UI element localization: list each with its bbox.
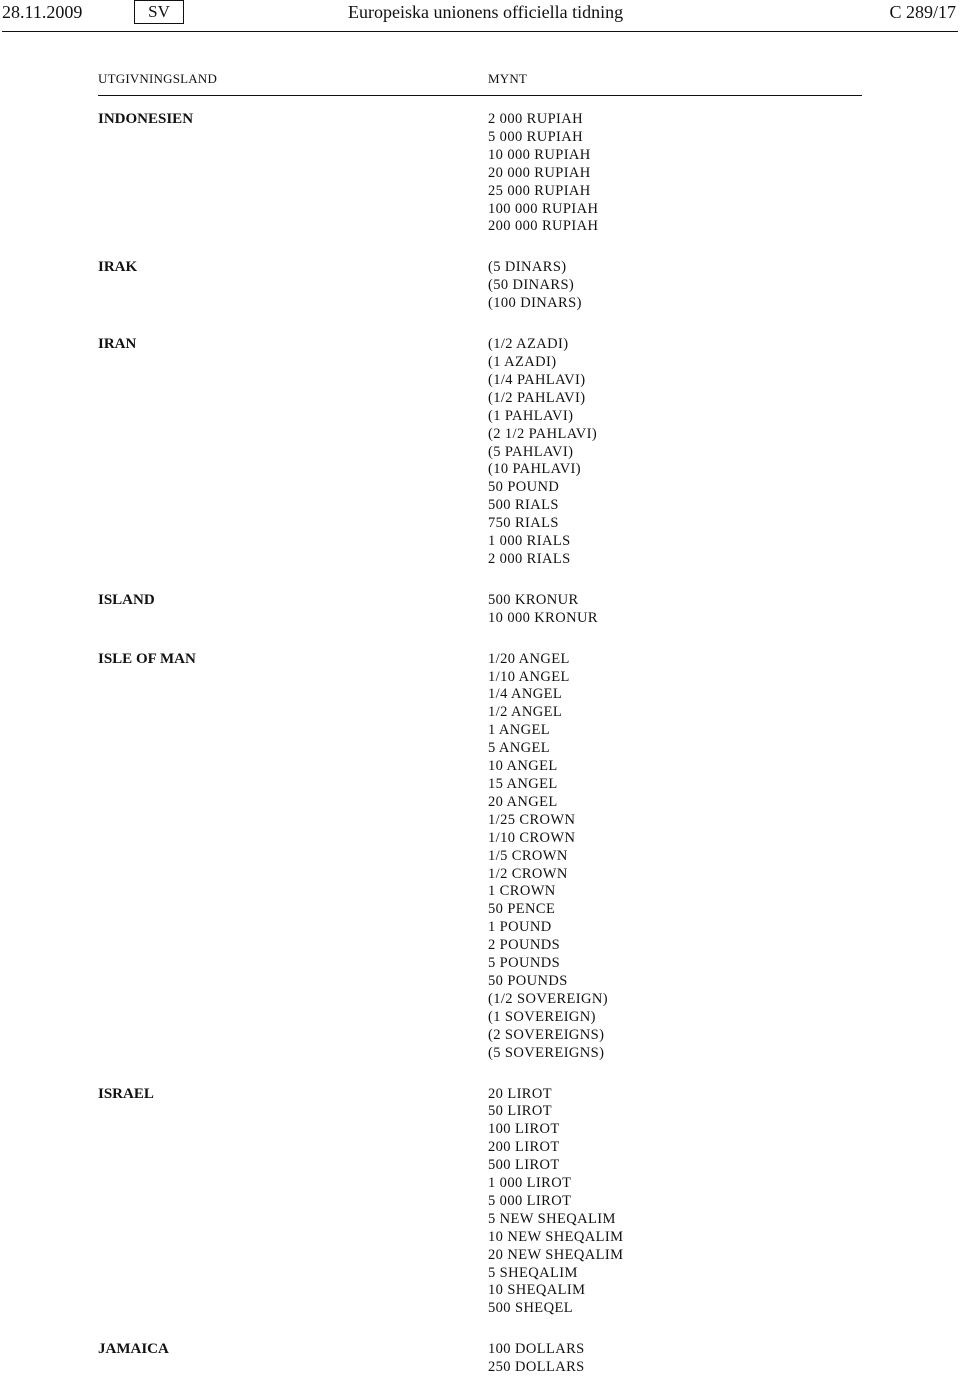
coin-item: 5 POUNDS xyxy=(488,955,561,972)
coin-item: 1 ANGEL xyxy=(488,722,551,739)
coin-item: 1/20 ANGEL xyxy=(488,650,570,667)
column-header-coin: MYNT xyxy=(488,71,528,86)
coin-item: 1 CROWN xyxy=(488,883,556,900)
coin-item: 200 LIROT xyxy=(488,1139,560,1156)
country-group xyxy=(0,592,960,628)
coin-item: 50 PENCE xyxy=(488,901,556,918)
coin-item: 50 LIROT xyxy=(488,1103,553,1120)
coin-item: (1/2 PAHLAVI) xyxy=(488,389,586,406)
coin-item: (1/4 PAHLAVI) xyxy=(488,371,586,388)
coin-item: (2 1/2 PAHLAVI) xyxy=(488,425,598,442)
coin-item: (100 DINARS) xyxy=(488,295,582,312)
coin-item: 10 000 RUPIAH xyxy=(488,146,591,163)
column-header-country: UTGIVNINGSLAND xyxy=(98,71,218,86)
coin-item: 1 POUND xyxy=(488,919,552,936)
coin-item: 100 000 RUPIAH xyxy=(488,200,599,217)
coin-item: 1/25 CROWN xyxy=(488,811,576,828)
coin-item: 20 000 RUPIAH xyxy=(488,164,591,181)
coin-item: (50 DINARS) xyxy=(488,277,575,294)
coin-item: (1 AZADI) xyxy=(488,353,557,370)
coin-item: 10 SHEQALIM xyxy=(488,1282,586,1299)
country-name: ISLE OF MAN xyxy=(98,650,196,667)
coin-item: 100 DOLLARS xyxy=(488,1341,585,1358)
coin-item: (1 PAHLAVI) xyxy=(488,407,574,424)
coin-list xyxy=(488,1341,585,1377)
country-group xyxy=(0,1341,960,1377)
country-group xyxy=(0,336,960,569)
page-number: C 289/17 xyxy=(889,2,956,22)
coin-item: 200 000 RUPIAH xyxy=(488,218,599,235)
coin-item: 1/2 CROWN xyxy=(488,865,568,882)
coin-item: 50 POUNDS xyxy=(488,972,568,989)
coin-item: (1/2 AZADI) xyxy=(488,336,569,353)
coin-item: 15 ANGEL xyxy=(488,776,558,792)
coin-item: 5 SHEQALIM xyxy=(488,1264,578,1281)
coin-item: 5 000 LIROT xyxy=(488,1192,572,1209)
coin-item: 1/10 ANGEL xyxy=(488,668,570,685)
coin-item: (5 DINARS) xyxy=(488,259,567,276)
coin-list xyxy=(488,651,608,1063)
coin-item: 1/5 CROWN xyxy=(488,847,568,864)
coin-item: 20 LIROT xyxy=(488,1085,553,1102)
coin-item: 2 000 RIALS xyxy=(488,550,571,567)
coin-item: (5 PAHLAVI) xyxy=(488,443,574,460)
country-name: ISLAND xyxy=(98,591,155,608)
coin-item: 50 POUND xyxy=(488,479,560,496)
coin-item: (5 SOVEREIGNS) xyxy=(488,1044,605,1061)
coin-item: 500 KRONUR xyxy=(488,591,579,608)
header-divider xyxy=(2,31,958,32)
coin-item: 5 ANGEL xyxy=(488,740,551,757)
country-group xyxy=(0,651,960,1063)
coin-item: 500 LIROT xyxy=(488,1157,560,1174)
coin-item: (1 SOVEREIGN) xyxy=(488,1008,596,1025)
coin-item: (2 SOVEREIGNS) xyxy=(488,1026,605,1043)
coin-item: 1/10 CROWN xyxy=(488,829,576,846)
coin-list xyxy=(488,592,598,628)
country-name: JAMAICA xyxy=(98,1341,169,1358)
country-name: ISRAEL xyxy=(98,1085,154,1102)
coin-item: 10 NEW SHEQALIM xyxy=(488,1228,624,1245)
coin-list xyxy=(488,111,598,236)
coin-item: 1/2 ANGEL xyxy=(488,704,563,721)
column-header-rule xyxy=(98,95,862,96)
coin-item: 100 LIROT xyxy=(488,1121,560,1138)
coin-item: (10 PAHLAVI) xyxy=(488,461,582,478)
country-name: IRAN xyxy=(98,336,137,353)
country-group xyxy=(0,259,960,313)
country-name: IRAK xyxy=(98,259,138,276)
coin-item: (1/2 SOVEREIGN) xyxy=(488,990,608,1007)
country-group xyxy=(0,111,960,236)
coin-list xyxy=(488,259,582,313)
coin-item: 2 POUNDS xyxy=(488,937,561,954)
coin-item: 1 000 RIALS xyxy=(488,533,571,550)
country-group xyxy=(0,1086,960,1319)
coin-item: 25 000 RUPIAH xyxy=(488,182,591,199)
coin-item: 5 NEW SHEQALIM xyxy=(488,1210,616,1227)
coin-list xyxy=(488,1086,623,1319)
coin-item: 750 RIALS xyxy=(488,515,559,532)
coin-item: 250 DOLLARS xyxy=(488,1359,585,1376)
coin-item: 1/4 ANGEL xyxy=(488,686,563,703)
coin-item: 5 000 RUPIAH xyxy=(488,128,584,145)
coin-item: 10 ANGEL xyxy=(488,758,558,775)
country-name: INDONESIEN xyxy=(98,111,194,127)
coin-item: 1 000 LIROT xyxy=(488,1175,572,1192)
journal-title: Europeiska unionens officiella tidning xyxy=(348,2,624,22)
coin-list xyxy=(488,336,597,569)
coin-item: 20 ANGEL xyxy=(488,793,558,810)
coin-item: 10 000 KRONUR xyxy=(488,609,598,626)
coin-item: 500 SHEQEL xyxy=(488,1300,573,1317)
coin-item: 500 RIALS xyxy=(488,497,559,514)
coin-item: 20 NEW SHEQALIM xyxy=(488,1246,624,1263)
language-code-box: SV xyxy=(134,0,184,24)
header-date: 28.11.2009 xyxy=(2,2,83,22)
coin-table xyxy=(0,111,960,1400)
page-header xyxy=(0,0,960,34)
coin-item: 2 000 RUPIAH xyxy=(488,111,584,127)
